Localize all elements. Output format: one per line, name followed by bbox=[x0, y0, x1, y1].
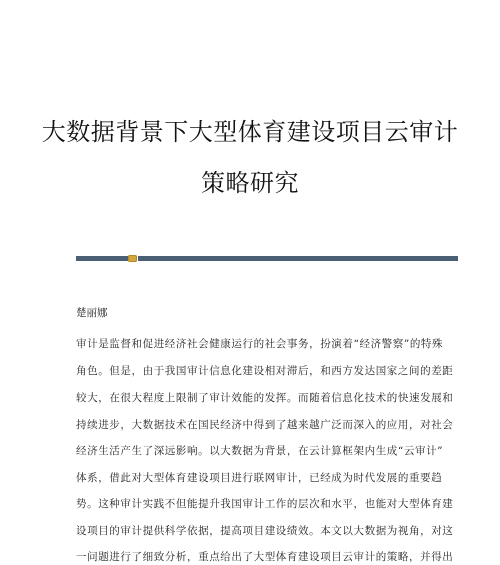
divider-bar-left bbox=[76, 256, 128, 261]
title-divider bbox=[76, 255, 458, 263]
abstract-line: 设项目的审计提供科学依据，提高项目建设绩效。本文以大数据为视角，对这 bbox=[76, 525, 454, 537]
abstract-line: 持续进步，大数据技术在国民经济中得到了越来越广泛而深入的应用，对社会 bbox=[76, 419, 454, 431]
document-title-line-2: 策略研究 bbox=[201, 169, 299, 197]
abstract-line: 经济生活产生了深远影响。以大数据为背景，在云计算框架内生成“云审计” bbox=[76, 445, 444, 457]
divider-bar-right bbox=[138, 256, 458, 261]
author-name: 楚丽娜 bbox=[76, 307, 108, 319]
abstract-line: 势。这种审计实践不但能提升我国审计工作的层次和水平，也能对大型体育建 bbox=[76, 498, 454, 510]
abstract-line: 较大，在很大程度上限制了审计效能的发挥。而随着信息化技术的快速发展和 bbox=[76, 392, 454, 404]
abstract-line: 审计是监督和促进经济社会健康运行的社会事务，扮演着“经济警察”的特殊 bbox=[76, 338, 444, 350]
document-title-line-1: 大数据背景下大型体育建设项目云审计 bbox=[41, 118, 459, 146]
abstract-line: 一问题进行了细致分析，重点给出了大型体育建设项目云审计的策略，并得出 bbox=[76, 551, 454, 563]
abstract-line: 体系，借此对大型体育建设项目进行联网审计，已经成为时代发展的重要趋 bbox=[76, 472, 443, 484]
abstract-line: 角色。但是，由于我国审计信息化建设相对滞后，和西方发达国家之间的差距 bbox=[76, 365, 454, 377]
divider-ornament-icon bbox=[128, 255, 137, 262]
